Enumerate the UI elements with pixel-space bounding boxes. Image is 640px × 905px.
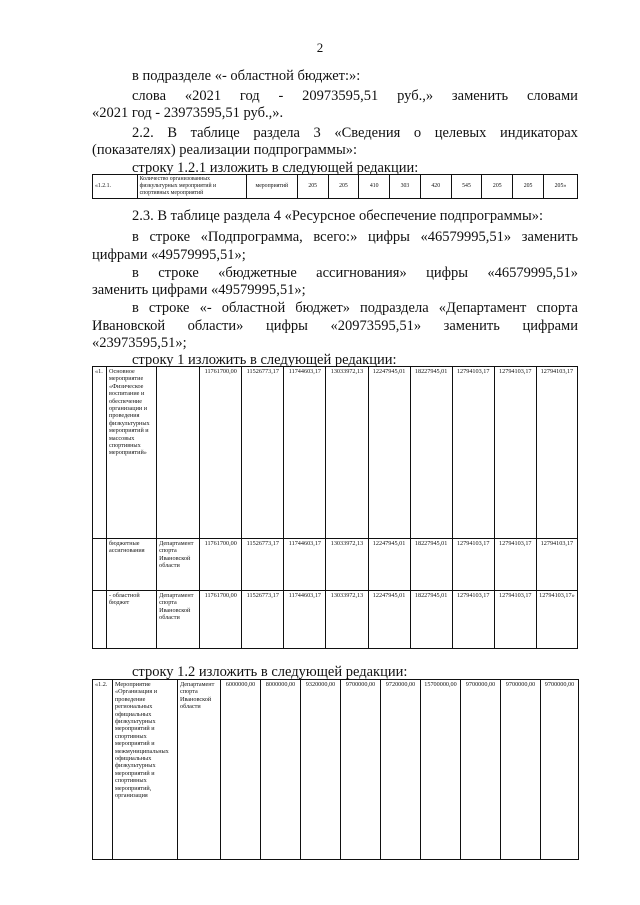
table-cell: - областной бюджет [107,591,157,649]
word: строке [149,229,191,245]
table-cell: 11761700,00 [200,591,242,649]
word: строке [148,300,190,316]
table-cell: 11526773,17 [242,367,284,539]
word: о [413,125,422,141]
word: целевых [434,125,487,141]
table-cell: 205 [328,175,359,199]
table-cell: 11744603,17 [284,591,326,649]
table-cell: 11744603,17 [284,367,326,539]
table-cell: 12794103,17» [536,591,577,649]
word: 2.2. [132,125,154,141]
text-line-5: (показателях) реализации подпрограммы»: [92,142,357,158]
word: раздела [253,125,300,141]
table-cell: 12794103,17 [452,367,494,539]
table-cell: 205 [297,175,328,199]
word: таблице [190,125,240,141]
word: областной [221,300,286,316]
text-line-8 [132,229,578,246]
table-cell: 13033972,13 [326,367,368,539]
word: индикаторах [500,125,578,141]
table-cell [93,539,107,591]
word: 20973595,51 [302,88,379,104]
word: год [239,88,260,104]
table-cell: Департамент спорта Ивановской области [157,591,200,649]
table-cell: Основное мероприятие «Физическое воспитание и обеспечение организации и проведения физкультурных мероприятий и массовых спортивных мероприятий» [107,367,157,539]
table-cell: 410 [359,175,390,199]
word: в [132,265,139,281]
table-cell: 205 [513,175,544,199]
table-row-1 [92,366,578,649]
text-line-15: строку 1 изложить в следующей редакции: [132,352,397,368]
word: цифрами [522,318,578,334]
table-cell: 205 [482,175,513,199]
table-cell: 12247945,01 [368,591,410,649]
word: цифры [426,265,468,281]
word: заменить [451,88,509,104]
table-cell: 12794103,17 [494,367,536,539]
text-line-11: заменить цифрами «49579995,51»; [92,282,306,298]
word: «- [199,300,212,316]
table-cell: 9700000,00 [461,680,501,860]
table-cell: 12247945,01 [368,367,410,539]
text-line-10 [132,265,578,282]
word: бюджет» [295,300,350,316]
table-cell: 303 [390,175,421,199]
word: руб.,» [397,88,434,104]
word: «бюджетные [218,265,297,281]
word: «20973595,51» [330,318,422,334]
table-cell: «1.2. [93,680,113,860]
table-cell: 545 [451,175,482,199]
table-cell: 420 [420,175,451,199]
text-line-3: «2021 год - 23973595,51 руб.,». [92,105,284,121]
table-cell: «1. [93,367,107,539]
word: В [167,125,177,141]
table-cell: 11744603,17 [284,539,326,591]
text-line-4 [132,125,578,142]
table-cell: 13033972,13 [326,591,368,649]
word: «Департамент [438,300,527,316]
text-line-2 [132,88,578,105]
word: 3 [313,125,321,141]
table-cell: 18227945,01 [410,591,452,649]
table-cell: 11526773,17 [242,591,284,649]
table-cell: 8000000,00 [261,680,301,860]
text-line-9: цифрами «49579995,51»; [92,247,246,263]
table-cell [157,367,200,539]
word: цифры [367,229,410,245]
word: «2021 [184,88,222,104]
table-cell: бюджетные ассигнования [107,539,157,591]
text-line-12 [132,300,578,317]
table-cell: 12247945,01 [368,539,410,591]
word: ассигнования» [316,265,407,281]
word: строке [158,265,199,281]
table-cell [93,591,107,649]
word: цифры [265,318,308,334]
word: «Сведения [334,125,401,141]
table-row [93,591,578,649]
word: в [132,300,139,316]
text-line-1: в подразделе «- областной бюджет:»: [132,68,361,84]
table-cell: «1.2.1. [93,175,138,199]
table-cell: 9700000,00 [501,680,541,860]
word: подраздела [360,300,429,316]
word: - [278,88,284,104]
table-cell: 12794103,17 [452,591,494,649]
word: заменить [443,318,500,334]
table-cell: Департамент спорта Ивановской области [157,539,200,591]
table-cell: 12794103,17 [494,539,536,591]
table-cell: 11761700,00 [200,539,242,591]
table-cell: 9720000,00 [381,680,421,860]
table-cell: Департамент спорта Ивановской области [178,680,221,860]
table-cell: 18227945,01 [410,539,452,591]
table-cell: 18227945,01 [410,367,452,539]
table-cell: 12794103,17 [536,367,577,539]
table-row-1-2-1 [92,174,578,199]
word: заменить [521,229,578,245]
word: «Подпрограмма, [200,229,303,245]
text-line-6: строку 1.2.1 изложить в следующей редакции: [132,160,419,176]
word: словами [526,88,578,104]
table-row [93,367,578,539]
table-cell: 9700000,00 [541,680,579,860]
word: слова [132,88,167,104]
table-cell: Мероприятие «Организация и проведение региональных официальных физкультурных мероприятий и спортивных мероприятий и межмуниципальных официальных физкультурных мероприятий и спортивных мероприятий, организация [113,680,178,860]
table-cell: 12794103,17 [494,591,536,649]
table-cell: 205» [543,175,577,199]
word: «46579995,51» [420,229,512,245]
table-cell: 12794103,17 [452,539,494,591]
page-number: 2 [316,40,324,55]
table-cell: 11526773,17 [242,539,284,591]
word: спорта [536,300,578,316]
word: области» [187,318,244,334]
word: всего:» [313,229,358,245]
word: в [132,229,139,245]
table-row-1-2 [92,679,579,860]
table-cell: 13033972,13 [326,539,368,591]
table-cell: 12794103,17 [536,539,577,591]
text-line-16: строку 1.2 изложить в следующей редакции: [132,664,408,680]
table-row [93,539,578,591]
table-cell: 15700000,00 [421,680,461,860]
text-line-7: 2.3. В таблице раздела 4 «Ресурсное обеспечение подпрограммы»: [132,208,543,224]
table-cell: 9700000,00 [341,680,381,860]
table-cell: мероприятий [246,175,297,199]
text-line-14: «23973595,51»; [92,335,187,351]
table-cell: 11761700,00 [200,367,242,539]
table-cell: 9320000,00 [301,680,341,860]
word: «46579995,51» [487,265,578,281]
text-line-13 [92,318,578,335]
word: Ивановской [92,318,166,334]
table-cell: 6000000,00 [221,680,261,860]
table-cell: Количество организованных физкультурных мероприятий и спортивных мероприятий [137,175,246,199]
